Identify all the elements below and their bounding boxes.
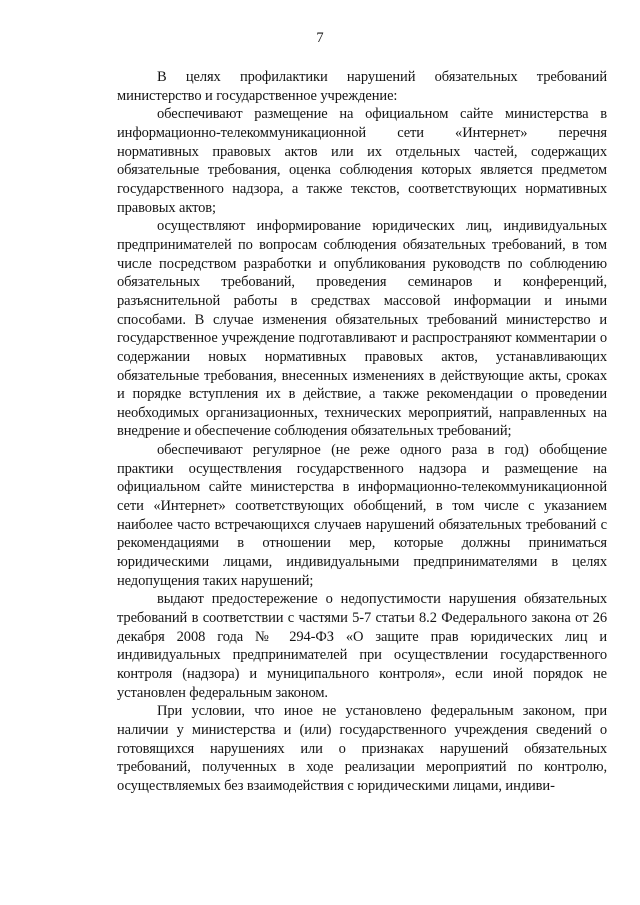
paragraph-prevention-intro: В целях профилактики нарушений обязательных требований министерство и государственное учреждение: [117, 69, 607, 104]
paragraph-warning: выдают предостережение о недопустимости нарушения обязательных требований в соответствии с частями 5-7 статьи 8.2 Федерального закона от 26 декабря 2008 года № 294-ФЗ «О защите прав юридических лиц и индивидуальных предпринимателей при осуществлении государственного контроля (надзора) и муниципального контроля», если иной порядок не установлен федеральным законом. [117, 591, 607, 701]
document-body [117, 68, 607, 796]
page-number: 7 [316, 30, 324, 46]
paragraph-conditions: При условии, что иное не установлено федеральным законом, при наличии у министерства и (или) государственного учреждения сведений о готовящихся нарушениях или о признаках нарушений обязательных требований, полученных в ходе реализации мероприятий по контролю, осуществляемых без взаимодействия с юридическими лицами, индиви- [117, 703, 607, 794]
paragraph-practice-summary: обеспечивают регулярное (не реже одного раза в год) обобщение практики осуществления государственного надзора и размещение на официальном сайте министерства в информационно-телекоммуникационной сети «Интернет» соответствующих обобщений, в том числе с указанием наиболее часто встречающихся случаев нарушений обязательных требований с рекомендациями в отношении мер, которые должны приниматься юридическими лицами, индивидуальными предпринимателями в целях недопущения таких нарушений; [117, 442, 607, 589]
paragraph-informing: осуществляют информирование юридических лиц, индивидуальных предпринимателей по вопросам соблюдения обязательных требований, в том числе посредством разработки и опубликования руководств по соблюдению обязательных требований, проведения семинаров и конференций, разъяснительной работы в средствах массовой информации и иными способами. В случае изменения обязательных требований министерство и государственное учреждение подготавливают и распространяют комментарии о содержании новых нормативных правовых актов, устанавливающих обязательные требования, внесенных изменениях в действующие акты, сроках и порядке вступления их в действие, а также рекомендации о проведении необходимых организационных, технических мероприятий, направленных на внедрение и обеспечение соблюдения обязательных требований; [117, 218, 607, 440]
paragraph-publish-acts: обеспечивают размещение на официальном сайте министерства в информационно-телекоммуникационной сети «Интернет» перечня нормативных правовых актов или их отдельных частей, содержащих обязательные требования, оценка соблюдения которых является предметом государственного надзора, а также текстов, соответствующих нормативных правовых актов; [117, 106, 607, 216]
